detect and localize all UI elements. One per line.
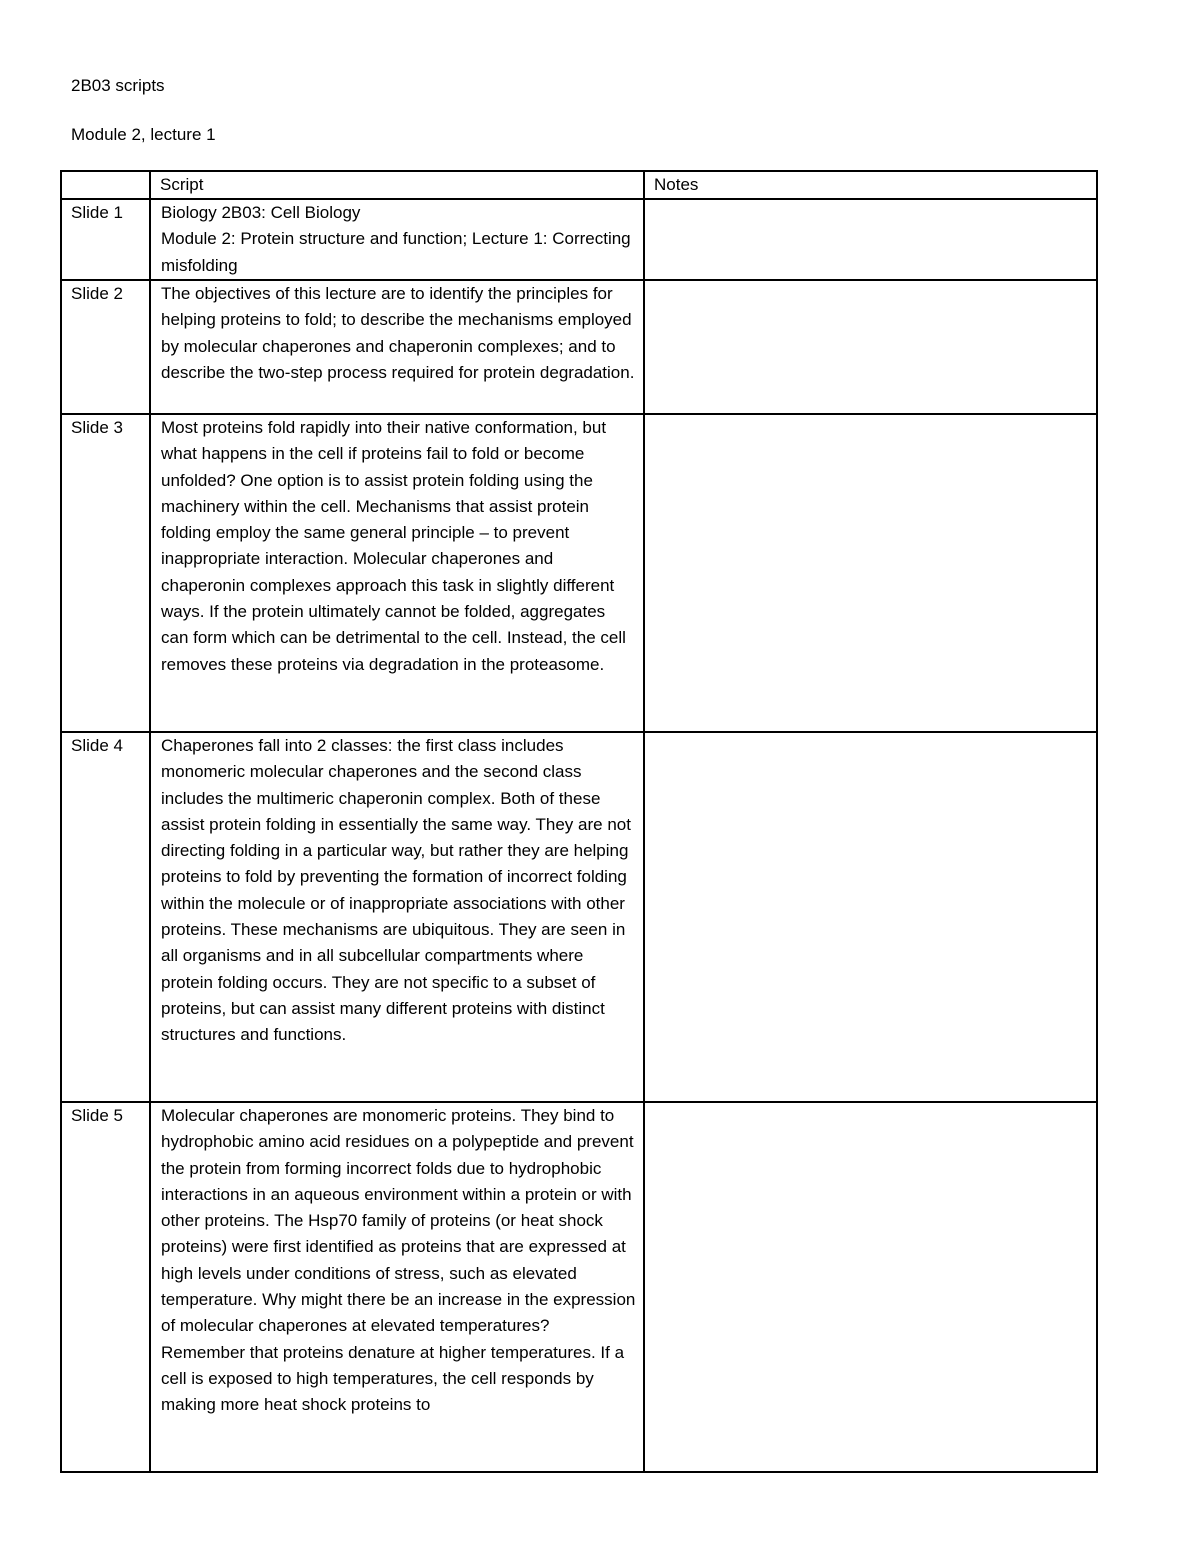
table-row — [61, 732, 1097, 1102]
slide-label: Slide 5 — [61, 1102, 150, 1472]
script-table — [60, 170, 1098, 1473]
notes-column-header: Notes — [644, 171, 1097, 199]
script-cell: The objectives of this lecture are to identify the principles for helping proteins to fold; to describe the mechanisms employed by molecular chaperones and chaperonin complexes; and to describe the two-step process required for protein degradation. — [150, 280, 644, 414]
document-title: 2B03 scripts — [71, 76, 165, 95]
script-text: Biology 2B03: Cell Biology Module 2: Protein structure and function; Lecture 1: Correcting misfolding — [161, 203, 631, 275]
table-header-row — [61, 171, 1097, 199]
document-subtitle: Module 2, lecture 1 — [71, 125, 216, 144]
script-cell: Most proteins fold rapidly into their native conformation, but what happens in the cell if proteins fail to fold or become unfolded? One option is to assist protein folding using the machinery within the cell. Mechanisms that assist protein folding employ the same general principle – to prevent inappropriate interaction. Molecular chaperones and chaperonin complexes approach this task in slightly different ways. If the protein ultimately cannot be folded, aggregates can form which can be detrimental to the cell. Instead, the cell removes these proteins via degradation in the proteasome. — [150, 414, 644, 732]
notes-cell[interactable] — [644, 199, 1097, 280]
slide-label: Slide 1 — [61, 199, 150, 280]
script-column-header: Script — [150, 171, 644, 199]
table-row — [61, 199, 1097, 280]
slide-label: Slide 3 — [61, 414, 150, 732]
script-cell: Chaperones fall into 2 classes: the first class includes monomeric molecular chaperones and the second class includes the multimeric chaperonin complex. Both of these assist protein folding in essentially the same way. They are not directing folding in a particular way, but rather they are helping proteins to fold by preventing the formation of incorrect folding within the molecule or of inappropriate associations with other proteins. These mechanisms are ubiquitous. They are seen in all organisms and in all subcellular compartments where protein folding occurs. They are not specific to a subset of proteins, but can assist many different proteins with distinct structures and functions. — [150, 732, 644, 1102]
notes-cell[interactable] — [644, 1102, 1097, 1472]
slide-column-header — [61, 171, 150, 199]
script-cell: Molecular chaperones are monomeric proteins. They bind to hydrophobic amino acid residues on a polypeptide and prevent the protein from forming incorrect folds due to hydrophobic interactions in an aqueous environment within a protein or with other proteins. The Hsp70 family of proteins (or heat shock proteins) were first identified as proteins that are expressed at high levels under conditions of stress, such as elevated temperature. Why might there be an increase in the expression of molecular chaperones at elevated temperatures? Remember that proteins denature at higher temperatures. If a cell is exposed to high temperatures, the cell responds by making more heat shock proteins to — [150, 1102, 644, 1472]
table-row — [61, 280, 1097, 414]
notes-cell[interactable] — [644, 732, 1097, 1102]
slide-label: Slide 4 — [61, 732, 150, 1102]
notes-cell[interactable] — [644, 414, 1097, 732]
table-row — [61, 414, 1097, 732]
slide-label: Slide 2 — [61, 280, 150, 414]
table-row — [61, 1102, 1097, 1472]
notes-cell[interactable] — [644, 280, 1097, 414]
script-cell — [150, 199, 644, 280]
